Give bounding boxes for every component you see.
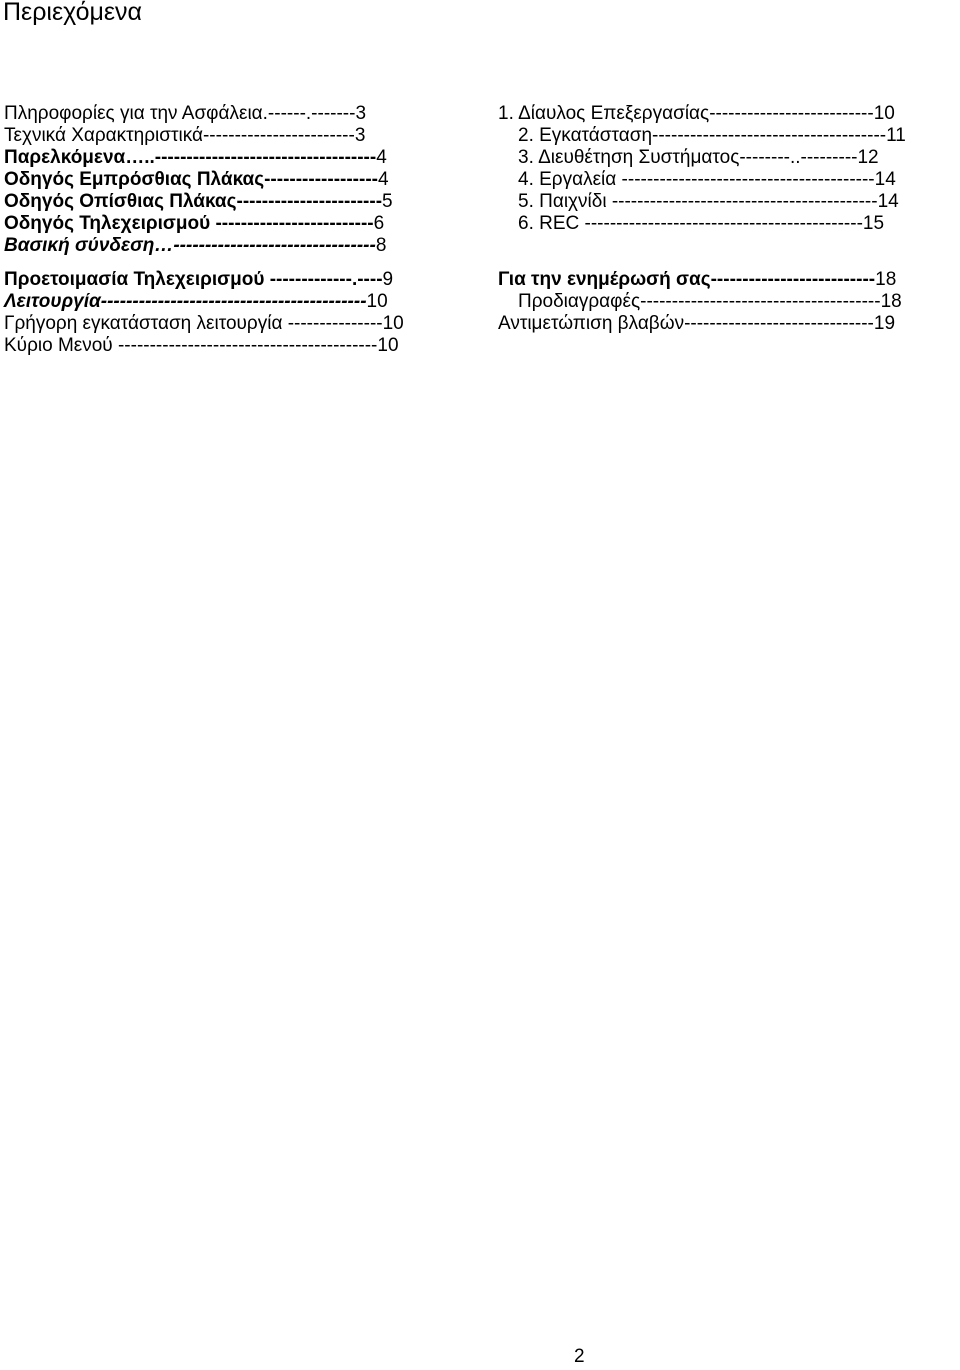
toc-entry-main-menu[interactable]	[4, 335, 404, 357]
toc-entry-game[interactable]	[498, 191, 906, 213]
toc-entry-text: Οδηγός Εμπρόσθιας Πλάκας------------------	[4, 169, 378, 190]
toc-entry-text: Για την ενημέρωσή σας--------------------------	[498, 269, 876, 290]
toc-page-number: 6	[373, 213, 385, 234]
toc-entry-info[interactable]	[498, 269, 906, 291]
toc-entry-specs[interactable]	[4, 125, 404, 147]
toc-entry-safety[interactable]	[4, 103, 404, 125]
toc-entry-installation[interactable]	[498, 125, 906, 147]
toc-entry-text: 5. Παιχνίδι ------------------------------------------	[518, 191, 878, 212]
toc-entry-text: Προδιαγραφές--------------------------------------	[518, 291, 881, 312]
toc-page-number: 3	[354, 125, 366, 146]
toc-page-number: 3	[355, 103, 367, 124]
toc-page-number: 5	[382, 191, 393, 212]
toc-entry-accessories[interactable]	[4, 147, 404, 169]
toc-page-number: 14	[874, 169, 896, 190]
toc-entry-text: Τεχνικά Χαρακτηριστικά------------------------	[4, 125, 355, 146]
page-number: 2	[574, 1346, 585, 1367]
toc-entry-rear-panel[interactable]	[4, 191, 404, 213]
toc-entry-specifications[interactable]	[498, 291, 906, 313]
toc-page-number: 8	[375, 235, 387, 256]
toc-entry-text: Οδηγός Τηλεχειρισμού -------------------------	[4, 213, 374, 234]
toc-entry-text: 2. Εγκατάσταση-------------------------------------	[518, 125, 887, 146]
toc-entry-text: 4. Εργαλεία ----------------------------------------	[518, 169, 875, 190]
toc-entry-text: Γρήγορη εγκατάσταση λειτουργία ---------------	[4, 313, 383, 334]
toc-page-number: 10	[873, 103, 895, 124]
toc-entry-channel-edit[interactable]	[498, 103, 906, 125]
toc-entry-front-panel[interactable]	[4, 169, 404, 191]
toc-entry-remote-prep[interactable]	[4, 269, 404, 291]
toc-entry-text: 1. Δίαυλος Επεξεργασίας--------------------------	[498, 103, 874, 124]
toc-right-column	[498, 103, 906, 335]
toc-entry-text: Βασική σύνδεση…--------------------------------	[4, 235, 376, 256]
toc-entry-remote-guide[interactable]	[4, 213, 404, 235]
toc-entry-basic-connection[interactable]	[4, 235, 404, 257]
toc-entry-quick-setup[interactable]	[4, 313, 404, 335]
toc-page-number: 10	[366, 291, 388, 312]
toc-entry-text: Πληροφορίες για την Ασφάλεια.------.-------	[4, 103, 356, 124]
toc-page-number: 9	[382, 269, 394, 290]
toc-page-number: 4	[376, 147, 387, 168]
toc-entry-text: 3. Διευθέτηση Συστήματος--------..---------	[518, 147, 858, 168]
toc-entry-text: 6. REC --------------------------------------------	[518, 213, 863, 234]
toc-page-number: 10	[382, 313, 404, 334]
toc-page-number: 15	[862, 213, 885, 234]
toc-entry-operation[interactable]	[4, 291, 404, 313]
toc-page-number: 14	[877, 191, 899, 212]
toc-entry-text: Λειτουργία------------------------------------------	[4, 291, 367, 312]
toc-entry-text: Κύριο Μενού -----------------------------------------	[4, 335, 378, 356]
toc-page-number: 19	[873, 313, 896, 334]
toc-entry-troubleshooting[interactable]	[498, 313, 906, 335]
toc-entry-text: Αντιμετώπιση βλαβών------------------------------	[498, 313, 874, 334]
toc-entry-rec[interactable]	[498, 213, 906, 235]
toc-entry-text: Προετοιμασία Τηλεχειρισμού -------------.----	[4, 269, 383, 290]
toc-page-number: 18	[880, 291, 902, 312]
toc-left-column	[4, 103, 404, 357]
toc-entry-text: Οδηγός Οπίσθιας Πλάκας-----------------------	[4, 191, 383, 212]
toc-page-number: 11	[886, 125, 906, 146]
toc-page-number: 12	[857, 147, 879, 168]
toc-entry-system-setup[interactable]	[498, 147, 906, 169]
toc-page-number: 10	[377, 335, 399, 356]
toc-page-number: 18	[875, 269, 897, 290]
toc-entry-text: Παρελκόμενα…..-----------------------------------	[4, 147, 377, 168]
toc-entry-tools[interactable]	[498, 169, 906, 191]
toc-spacer	[498, 247, 906, 269]
toc-page-number: 4	[377, 169, 389, 190]
page-title: Περιεχόμενα	[3, 0, 142, 26]
